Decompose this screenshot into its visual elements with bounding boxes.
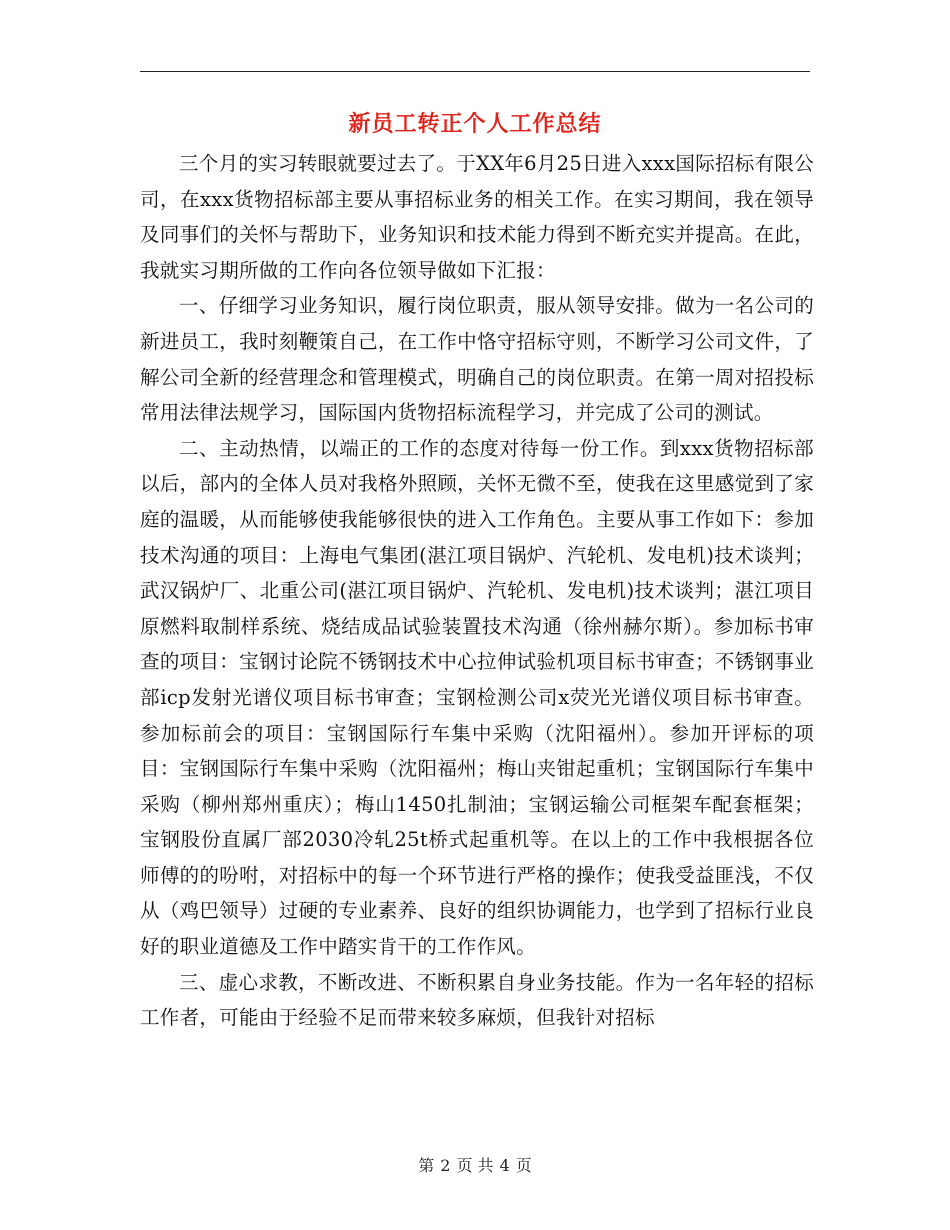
footer-page-number: 2 [440, 1156, 451, 1175]
page-footer [140, 1153, 810, 1176]
header-rule [140, 71, 810, 72]
footer-middle: 页 共 [456, 1156, 494, 1175]
paragraph-intro: 三个月的实习转眼就要过去了。于XX年6月25日进入xxx国际招标有限公司，在xxx货物招标部主要从事招标业务的相关工作。在实习期间，我在领导及同事们的关怀与帮助下，业务知识和技术能力得到不断充实并提高。在此，我就实习期所做的工作向各位领导做如下汇报： [140, 152, 814, 282]
paragraph-section-2: 二、主动热情，以端正的工作的态度对待每一份工作。到xxx货物招标部以后，部内的全体人员对我格外照顾，关怀无微不至，使我在这里感觉到了家庭的温暖，从而能够使我能够很快的进入工作角色。主要从事工作如下：参加技术沟通的项目：上海电气集团(湛江项目锅炉、汽轮机、发电机)技术谈判；武汉锅炉厂、北重公司(湛江项目锅炉、汽轮机、发电机)技术谈判；湛江项目原燃料取制样系统、烧结成品试验装置技术沟通（徐州赫尔斯）。参加标书审查的项目：宝钢讨论院不锈钢技术中心拉伸试验机项目标书审查；不锈钢事业部icp发射光谱仪项目标书审查；宝钢检测公司x荧光光谱仪项目标书审查。参加标前会的项目：宝钢国际行车集中采购（沈阳福州）。参加开评标的项目：宝钢国际行车集中采购（沈阳福州；梅山夹钳起重机；宝钢国际行车集中采购（柳州郑州重庆）；梅山1450扎制油；宝钢运输公司框架车配套框架；宝钢股份直属厂部2030冷轧25t桥式起重机等。在以上的工作中我根据各位师傅的的吩咐，对招标中的每一个环节进行严格的操作；使我受益匪浅，不仅从（鸡巴领导）过硬的专业素养、良好的组织协调能力，也学到了招标行业良好的职业道德及工作中踏实肯干的工作作风。 [140, 436, 814, 959]
footer-suffix: 页 [515, 1156, 532, 1175]
paragraph-section-3: 三、虚心求教，不断改进、不断积累自身业务技能。作为一名年轻的招标工作者，可能由于经验不足而带来较多麻烦，但我针对招标 [140, 970, 814, 1030]
footer-total-pages: 4 [499, 1156, 510, 1175]
document-title: 新员工转正个人工作总结 [348, 111, 602, 137]
document-body [140, 146, 814, 1036]
footer-prefix: 第 [418, 1156, 435, 1175]
paragraph-section-1: 一、仔细学习业务知识，履行岗位职责，服从领导安排。做为一名公司的新进员工，我时刻鞭策自己，在工作中恪守招标守则，不断学习公司文件，了解公司全新的经营理念和管理模式，明确自己的岗位职责。在第一周对招投标常用法律法规学习，国际国内货物招标流程学习，并完成了公司的测试。 [140, 294, 814, 425]
